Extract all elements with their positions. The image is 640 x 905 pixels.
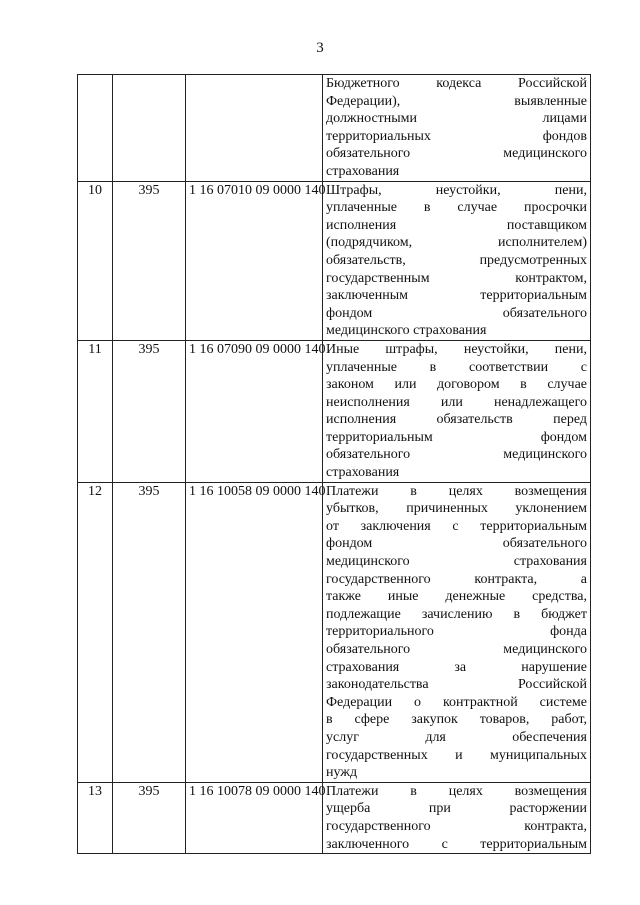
description-line: (подрядчиком, исполнителем) [326,235,587,251]
description-line: обязательного медицинского [326,146,587,162]
row-number-cell [78,75,113,182]
description-line: также иные денежные средства, [326,589,587,605]
budget-classification-code-cell: 1 16 07010 09 0000 140 [186,181,323,340]
description-line: Платежи в целях возмещения [326,483,587,499]
description-line: фондом обязательного [326,536,587,552]
description-line: заключенным территориальным [326,288,587,304]
description-line: страхования [326,163,400,179]
description-line: государственным контрактом, [326,270,587,286]
description-line: Федерации), выявленные [326,93,587,109]
description-line: территориальным фондом [326,429,587,445]
description-line: подлежащие зачислению в бюджет [326,606,587,622]
description-line: обязательного медицинского [326,642,587,657]
row-number-cell: 11 [78,340,113,482]
revenue-description-cell [323,75,591,182]
description-line: законодательства Российской [326,677,587,693]
description-line: убытков, причиненных уклонением [326,501,587,517]
admin-code-cell: 395 [113,340,186,482]
description-line: обязательств, предусмотренных [326,252,587,268]
table-row [78,782,591,853]
description-line: услуг для обеспечения [326,729,587,745]
revenue-description-cell [323,181,591,340]
description-line: страхования за нарушение [326,659,587,675]
description-line: территориальных фондов [326,128,587,144]
budget-classification-code-cell: 1 16 07090 09 0000 140 [186,340,323,482]
description-line: медицинского страхования [326,323,487,339]
revenue-description-cell [323,782,591,853]
description-line: фондом обязательного [326,305,587,321]
budget-classification-code-cell: 1 16 10058 09 0000 140 [186,482,323,782]
description-line: государственного контракта, а [326,571,587,587]
description-line: от заключения с территориальным [326,518,587,534]
description-line: должностными лицами [326,111,587,127]
budget-codes-table [77,74,591,854]
description-line: неисполнения или ненадлежащего [326,394,587,410]
description-line: ущерба при расторжении [326,801,587,817]
description-line: страхования [326,465,400,481]
revenue-description-cell [323,482,591,782]
description-line: государственного контракта, [326,818,587,834]
description-line: государственных и муниципальных [326,747,587,763]
table-row [78,181,591,340]
admin-code-cell: 395 [113,181,186,340]
description-line: Федерации о контрактной системе [326,694,587,710]
description-line: в сфере закупок товаров, работ, [326,712,587,728]
admin-code-cell: 395 [113,782,186,853]
row-number-cell: 13 [78,782,113,853]
table-body [78,75,591,854]
revenue-description-cell [323,340,591,482]
description-line: Штрафы, неустойки, пени, [326,182,587,198]
budget-classification-code-cell [186,75,323,182]
page-number: 3 [316,40,324,56]
description-line: территориального фонда [326,624,587,640]
description-line: заключенного с территориальным [326,836,587,852]
admin-code-cell [113,75,186,182]
description-line: уплаченные в соответствии с [326,359,587,375]
description-line: Платежи в целях возмещения [326,783,587,799]
table-row [78,75,591,182]
row-number-cell: 12 [78,482,113,782]
budget-classification-code-cell: 1 16 10078 09 0000 140 [186,782,323,853]
description-line: законом или договором в случае [326,377,587,393]
description-line: Иные штрафы, неустойки, пени, [326,341,587,357]
description-line: медицинского страхования [326,554,587,570]
description-line: нужд [326,765,358,781]
table-row [78,482,591,782]
row-number-cell: 10 [78,181,113,340]
description-line: уплаченные в случае просрочки [326,200,587,216]
description-line: исполнения обязательств перед [326,412,587,428]
table-row [78,340,591,482]
admin-code-cell: 395 [113,482,186,782]
description-line: Бюджетного кодекса Российской [326,76,587,91]
description-line: исполнения поставщиком [326,217,587,233]
description-line: обязательного медицинского [326,447,587,463]
